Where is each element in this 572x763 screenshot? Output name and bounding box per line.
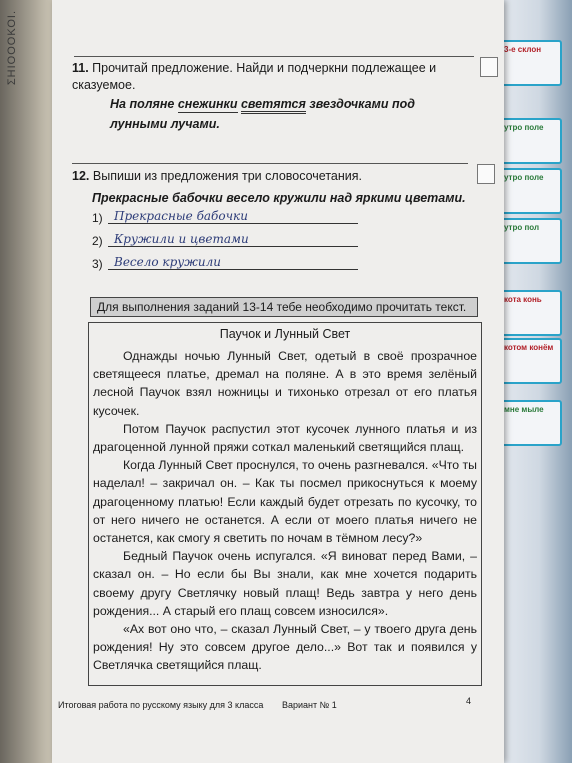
handwritten-answer: Кружили и цветами bbox=[114, 232, 249, 246]
divider bbox=[72, 163, 468, 164]
story-paragraph: Потом Паучок распустил этот кусочек лунного платья и из драгоценной лунной пряжи соткал маленький светящийся плащ. bbox=[93, 421, 477, 455]
predicate-underlined: светятся bbox=[241, 97, 306, 114]
story-box bbox=[88, 322, 482, 686]
bg-card: кота конь bbox=[498, 290, 562, 336]
answer-line-2[interactable]: 2) Кружили и цветами bbox=[92, 234, 103, 248]
footer-variant: Вариант № 1 bbox=[282, 700, 337, 710]
bg-card: утро поле bbox=[498, 168, 562, 214]
bg-card: котом конём bbox=[498, 338, 562, 384]
handwritten-answer: Весело кружили bbox=[114, 255, 221, 269]
task-11-sentence: На поляне снежинки светятся звездочками под лунными лучами. bbox=[110, 97, 415, 131]
divider bbox=[74, 56, 474, 57]
subject-underlined: снежинки bbox=[177, 97, 238, 111]
story-text bbox=[93, 347, 477, 675]
story-paragraph: «Ах вот оно что, – сказал Лунный Свет, – у твоего друга день рождения! Ну это совсем другое дело...» Вот так и появился у Светлячка светящийся плащ. bbox=[93, 622, 477, 673]
task-number: 12. bbox=[72, 169, 90, 183]
reading-banner: Для выполнения заданий 13-14 тебе необходимо прочитать текст. bbox=[90, 297, 478, 317]
story-paragraph: Бедный Паучок очень испугался. «Я виноват перед Вами, – сказал он. – Но если бы Вы знали, как мне хочется подарить своему другу Светлячку новый плащ! Ведь завтра у него день рождения... А старый его плащ совсем износился». bbox=[93, 549, 477, 618]
answer-line-3[interactable]: 3) Весело кружили bbox=[92, 257, 103, 271]
task-text: Выпиши из предложения три словосочетания. bbox=[92, 169, 362, 183]
exam-page bbox=[52, 0, 504, 763]
score-box bbox=[477, 164, 495, 184]
answer-line bbox=[108, 246, 358, 247]
bg-card: 3-е склон bbox=[498, 40, 562, 86]
story-title: Паучок и Лунный Свет bbox=[219, 327, 351, 341]
task-number: 11. bbox=[72, 61, 89, 75]
handwritten-answer: Прекрасные бабочки bbox=[114, 209, 248, 223]
answer-line bbox=[108, 269, 358, 270]
page-number: 4 bbox=[466, 696, 472, 706]
footer-title: Итоговая работа по русскому языку для 3 класса bbox=[58, 700, 264, 710]
task-12-instruction bbox=[72, 168, 362, 185]
story-paragraph: Однажды ночью Лунный Свет, одетый в своё прозрачное светящееся платье, дремал на поляне. А в это время зелёный лесной Паучок взял ножницы и тихонько отрезал от его платья кусочек. bbox=[93, 349, 477, 418]
answer-line-1[interactable]: 1) Прекрасные бабочки bbox=[92, 211, 103, 225]
bg-card: утро пол bbox=[498, 218, 562, 264]
bg-card: мне мыле bbox=[498, 400, 562, 446]
task-12-sentence: Прекрасные бабочки весело кружили над яркими цветами. bbox=[92, 191, 466, 205]
answer-line bbox=[108, 223, 358, 224]
task-11-instruction bbox=[72, 60, 468, 94]
left-edge-text: ΣΗΙΟΟΟΚΟΙ. bbox=[6, 10, 18, 86]
score-box bbox=[480, 57, 498, 77]
story-paragraph: Когда Лунный Свет проснулся, то очень разгневался. «Что ты наделал! – закричал он. – Как ты посмел прикоснуться к моему драгоценному платью! Если каждый будет отрезать по кусочку, то от него ничего не останется. А если от моего платья ничего не останется, как смогу я светить по ночам в тёмном лесу?» bbox=[93, 458, 477, 546]
bg-card: утро поле bbox=[498, 118, 562, 164]
task-text: Прочитай предложение. Найди и подчеркни подлежащее и сказуемое. bbox=[72, 61, 437, 92]
